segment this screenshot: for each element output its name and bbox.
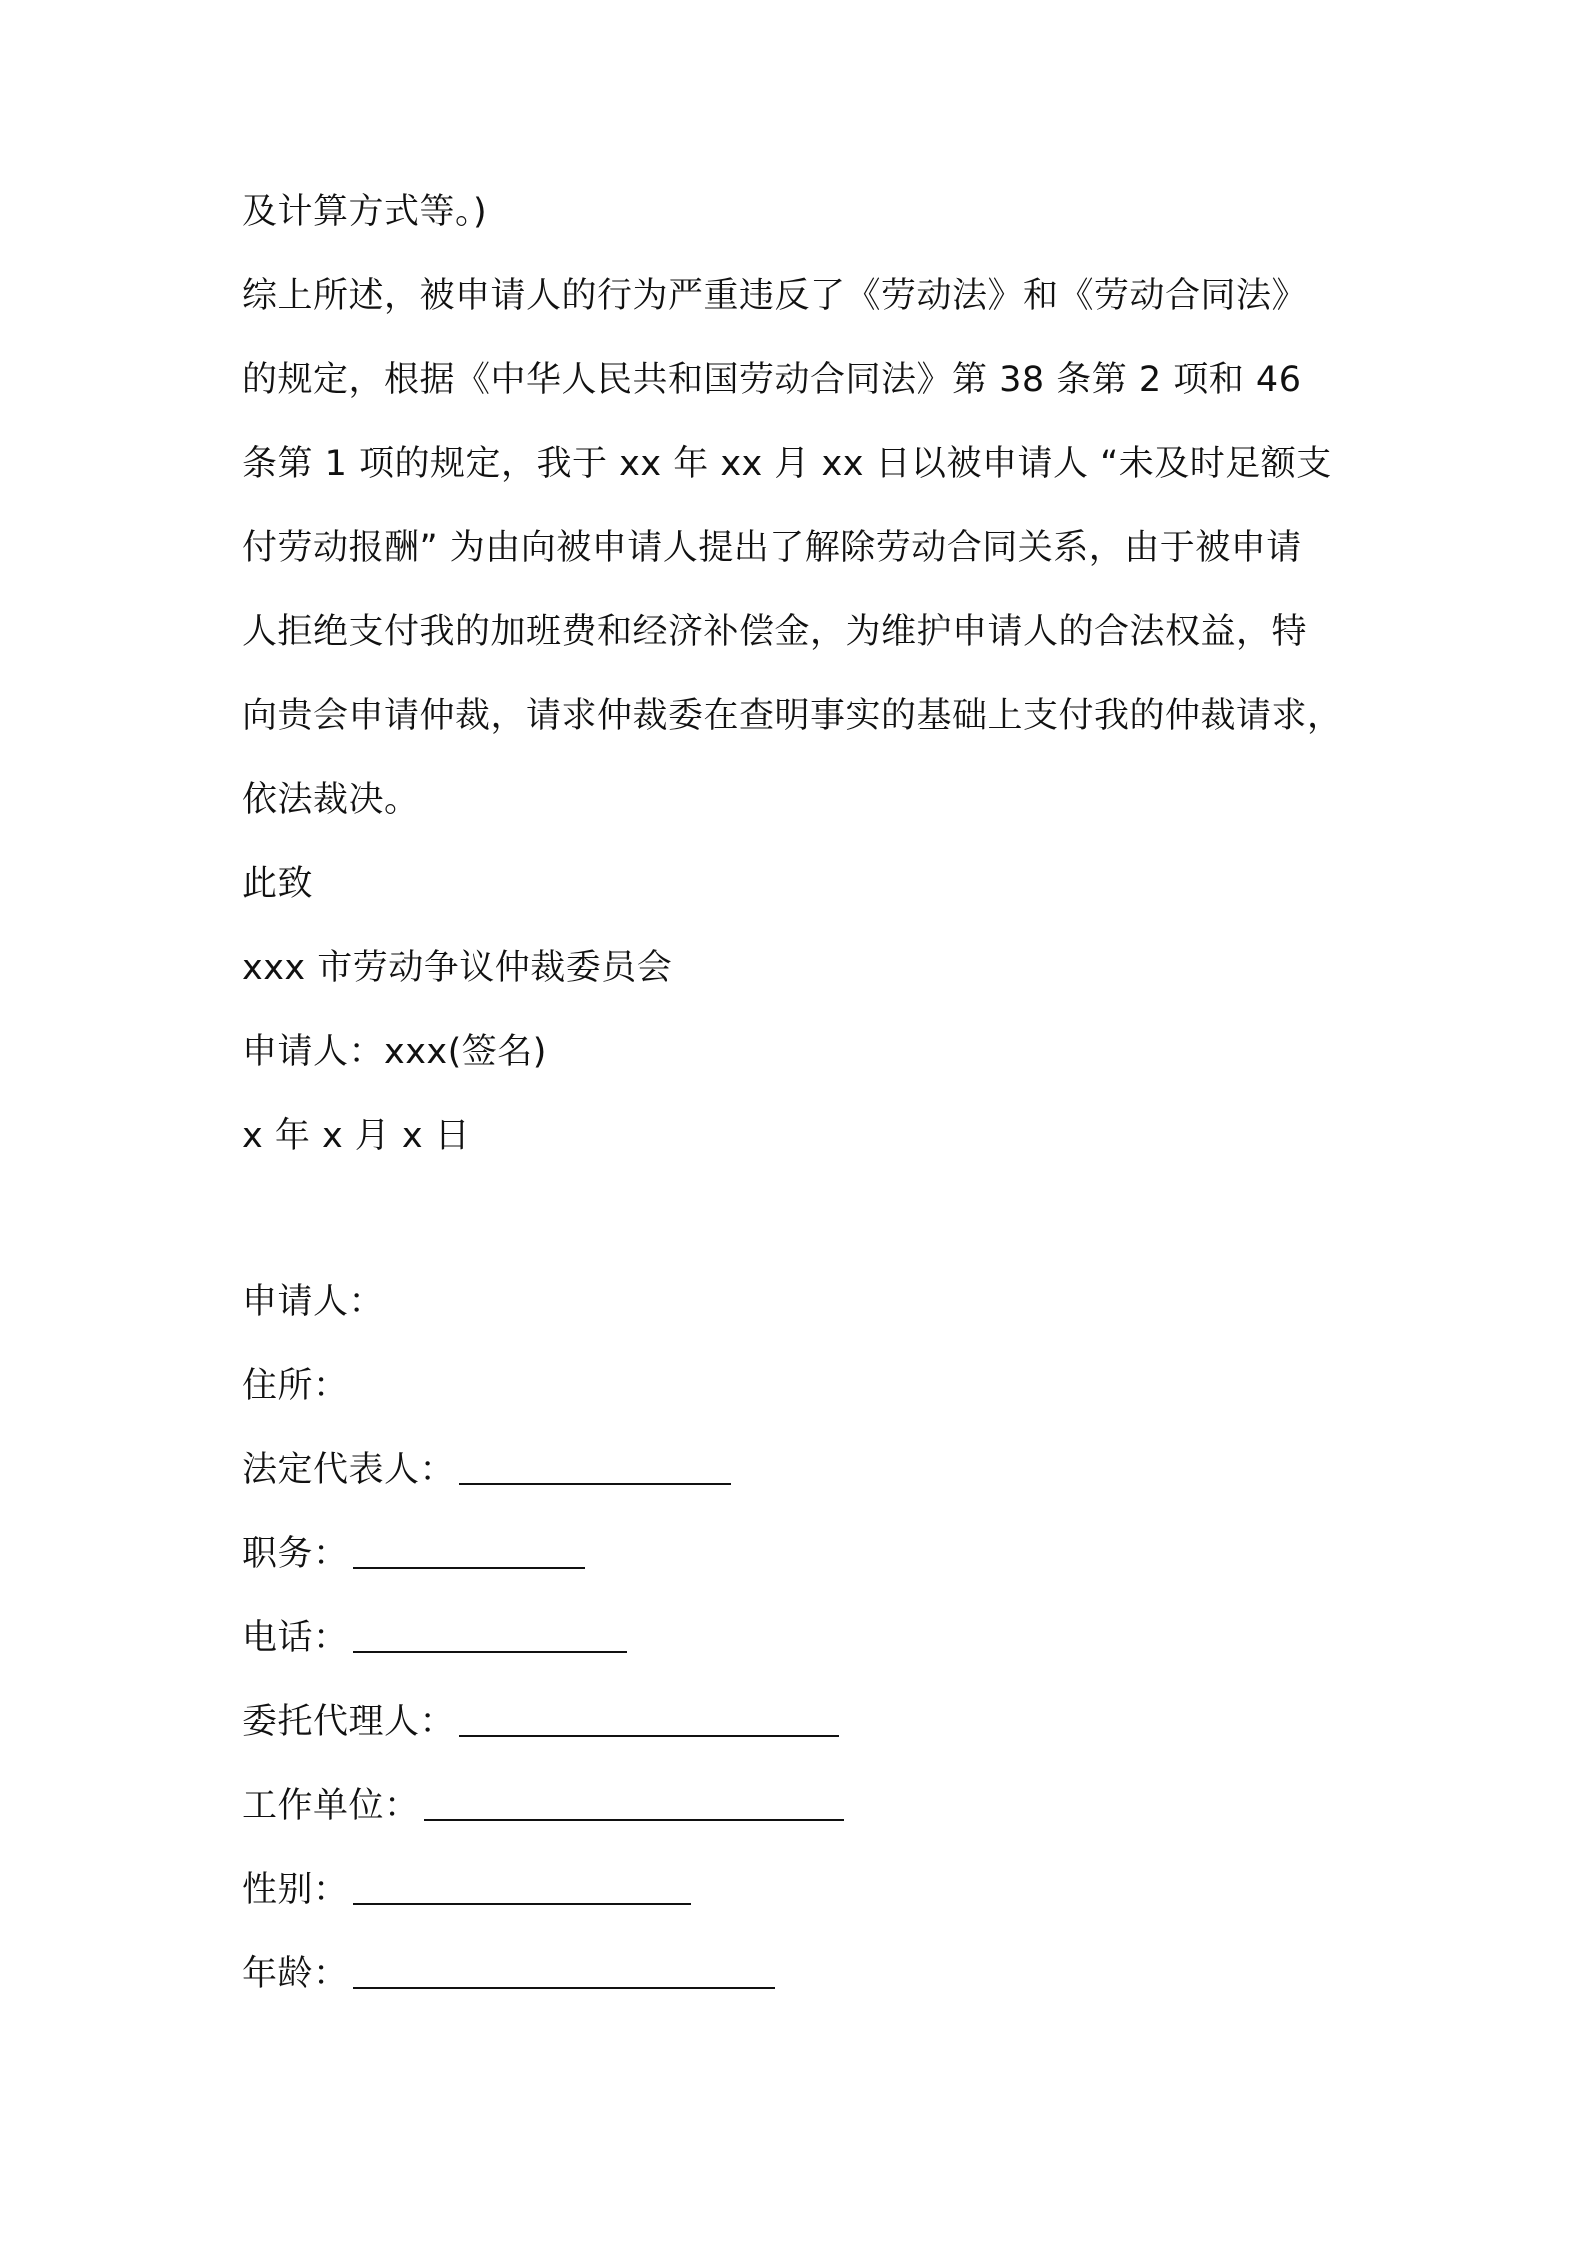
phone-blank[interactable] (353, 1621, 627, 1653)
recipient: xxx 市劳动争议仲裁委员会 (242, 948, 673, 988)
document-content (242, 170, 1372, 2016)
workplace-field (242, 1764, 1372, 1848)
age-blank[interactable] (353, 1957, 775, 1989)
phone-label: 电话： (242, 1618, 349, 1658)
address-field (242, 1344, 1372, 1428)
applicant-label: 申请人： (242, 1282, 385, 1322)
agent-field (242, 1680, 1372, 1764)
address-label: 住所： (242, 1366, 349, 1406)
workplace-label: 工作单位： (242, 1786, 420, 1826)
agent-blank[interactable] (459, 1705, 839, 1737)
gender-field (242, 1848, 1372, 1932)
legal-rep-label: 法定代表人： (242, 1450, 456, 1490)
age-label: 年龄： (242, 1954, 349, 1994)
legal-rep-blank[interactable] (459, 1453, 731, 1485)
age-field (242, 1932, 1372, 2016)
position-label: 职务： (242, 1534, 349, 1574)
position-field (242, 1512, 1372, 1596)
date-line: x 年 x 月 x 日 (242, 1116, 471, 1156)
phone-field (242, 1596, 1372, 1680)
section-spacer (242, 1178, 1372, 1260)
body-line-5: 付劳动报酬” 为由向被申请人提出了解除劳动合同关系，由于被申请 (242, 528, 1302, 568)
signature-line: 申请人：xxx(签名) (242, 1032, 547, 1072)
body-line-1: 及计算方式等。) (242, 192, 488, 232)
body-line-2: 综上所述，被申请人的行为严重违反了《劳动法》和《劳动合同法》 (242, 276, 1308, 316)
body-line-3: 的规定，根据《中华人民共和国劳动合同法》第 38 条第 2 项和 46 (242, 360, 1302, 400)
gender-blank[interactable] (353, 1873, 691, 1905)
workplace-blank[interactable] (424, 1789, 844, 1821)
salutation: 此致 (242, 864, 314, 904)
body-line-8: 依法裁决。 (242, 780, 420, 820)
gender-label: 性别： (242, 1870, 349, 1910)
applicant-field (242, 1260, 1372, 1344)
agent-label: 委托代理人： (242, 1702, 456, 1742)
position-blank[interactable] (353, 1537, 585, 1569)
legal-rep-field (242, 1428, 1372, 1512)
body-line-6: 人拒绝支付我的加班费和经济补偿金，为维护申请人的合法权益，特 (242, 612, 1308, 652)
body-line-7: 向贵会申请仲裁，请求仲裁委在查明事实的基础上支付我的仲裁请求， (242, 696, 1343, 736)
body-line-4: 条第 1 项的规定，我于 xx 年 xx 月 xx 日以被申请人 “未及时足额支 (242, 444, 1332, 484)
